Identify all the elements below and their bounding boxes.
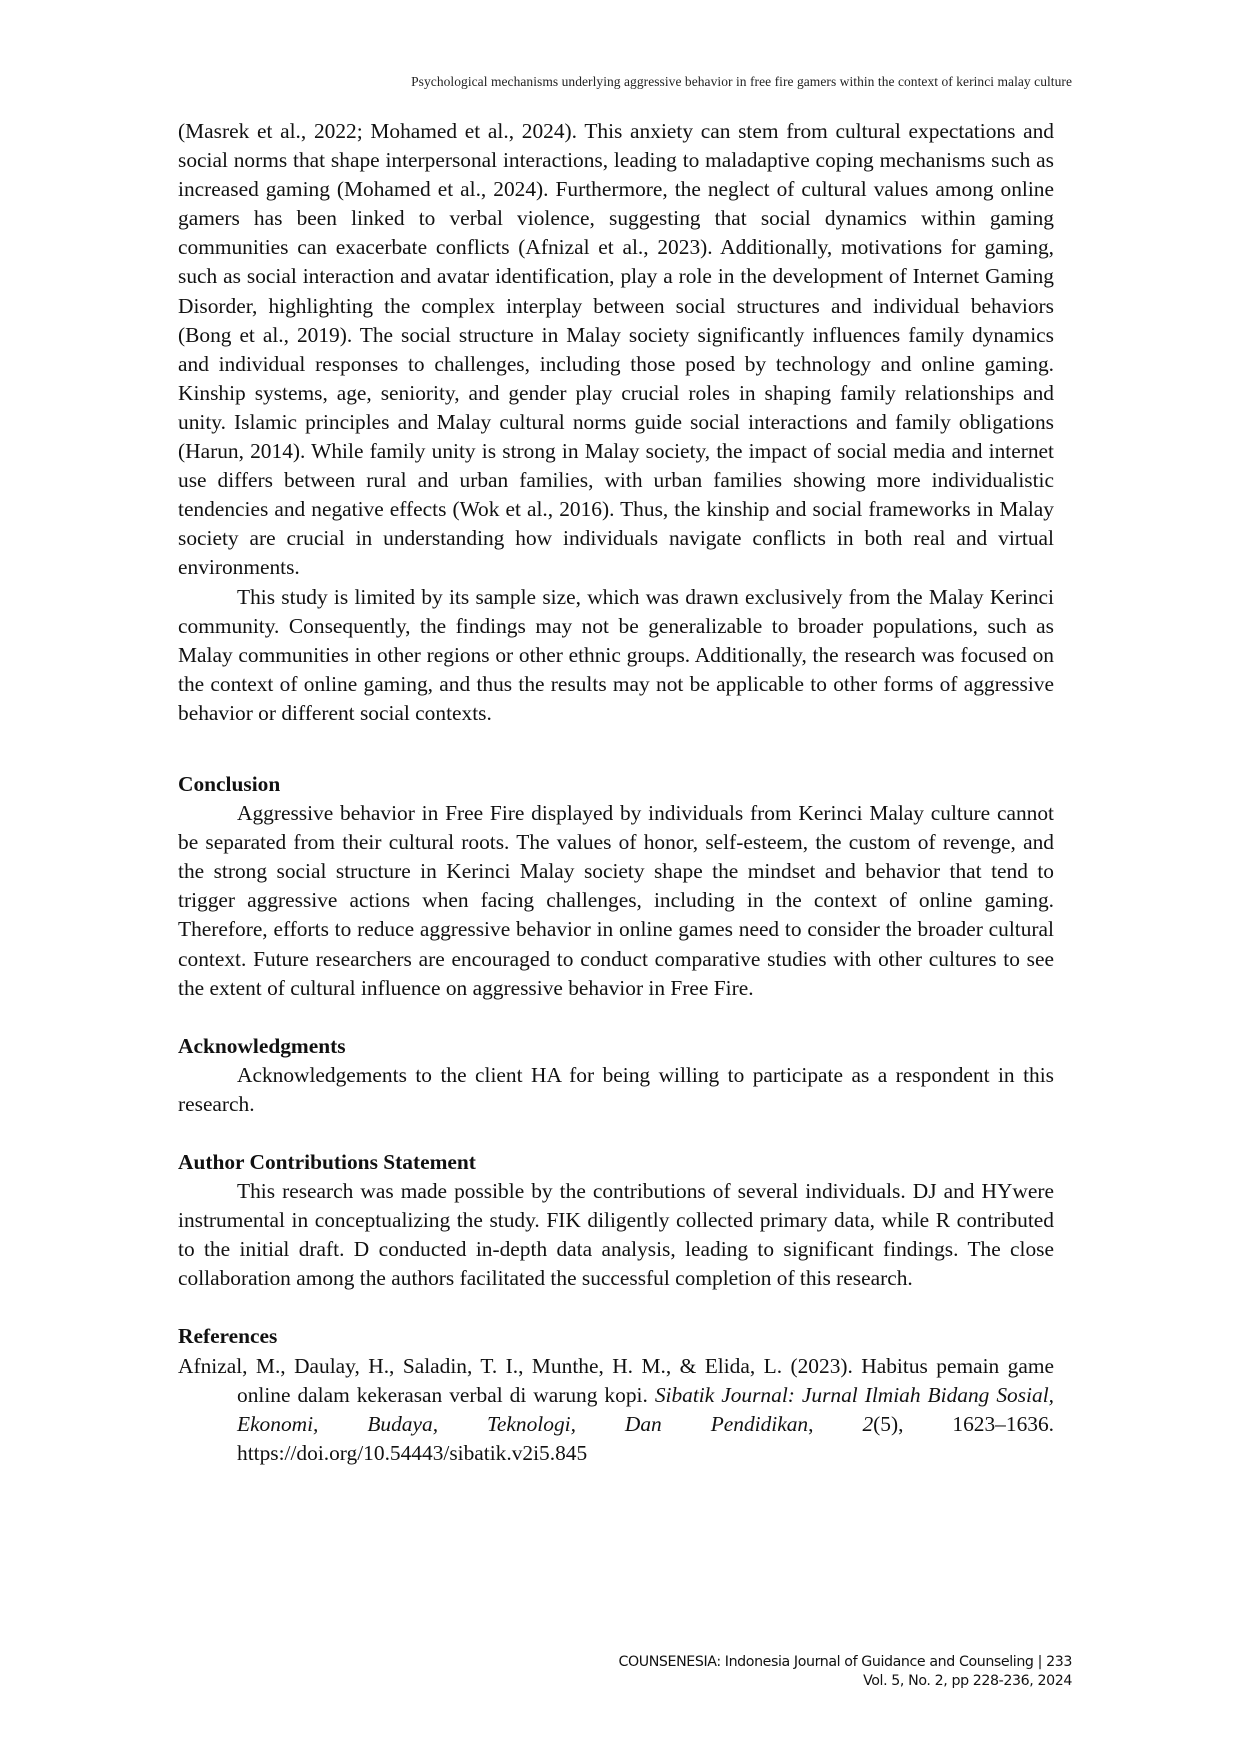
reference-issue-pages: (5), 1623–1636.	[873, 1411, 1054, 1436]
footer-volume-line: Vol. 5, No. 2, pp 228-236, 2024	[863, 1673, 1072, 1689]
running-header: Psychological mechanisms underlying aggressive behavior in free fire gamers within the context of kerinci malay culture	[411, 74, 1072, 89]
acknowledgments-heading: Acknowledgments	[178, 1033, 346, 1058]
limitations-paragraph: This study is limited by its sample size, which was drawn exclusively from the Malay Kerinci community. Consequently, the findings may not be generalizable to broader populations, such as Malay communities in other regions or other ethnic groups. Additionally, the research was focused on the context of online gaming, and thus the results may not be applicable to other forms of aggressive behavior or different social contexts.	[178, 584, 1054, 725]
reference-authors: Afnizal, M., Daulay, H., Saladin, T. I., Munthe, H. M., & Elida, L. (2023). Habitus pemain game online dalam kekerasan verbal di warung kopi.	[178, 1353, 1054, 1407]
discussion-paragraph: (Masrek et al., 2022; Mohamed et al., 2024). This anxiety can stem from cultural expectations and social norms that shape interpersonal interactions, leading to maladaptive coping mechanisms such as increased gaming (Mohamed et al., 2024). Furthermore, the neglect of cultural values among online gamers has been linked to verbal violence, suggesting that social dynamics within gaming communities can exacerbate conflicts (Afnizal et al., 2023). Additionally, motivations for gaming, such as social interaction and avatar identification, play a role in the development of Internet Gaming Disorder, highlighting the complex interplay between social structures and individual behaviors (Bong et al., 2019). The social structure in Malay society significantly influences family dynamics and individual responses to challenges, including those posed by technology and online gaming. Kinship systems, age, seniority, and gender play crucial roles in shaping family relationships and unity. Islamic principles and Malay cultural norms guide social interactions and family obligations (Harun, 2014). While family unity is strong in Malay society, the impact of social media and internet use differs between rural and urban families, with urban families showing more individualistic tendencies and negative effects (Wok et al., 2016). Thus, the kinship and social frameworks in Malay society are crucial in understanding how individuals navigate conflicts in both real and virtual environments.	[178, 119, 1054, 580]
author-contributions-heading: Author Contributions Statement	[178, 1150, 476, 1174]
reference-separator: ,	[808, 1411, 863, 1436]
acknowledgments-paragraph: Acknowledgements to the client HA for being willing to participate as a respondent in this research.	[178, 1062, 1054, 1116]
main-text	[178, 117, 1054, 1468]
conclusion-heading: Conclusion	[178, 771, 281, 796]
reference-journal: Sibatik Journal: Jurnal Ilmiah Bidang Sosial, Ekonomi, Budaya, Teknologi, Dan Pendidikan	[237, 1382, 1054, 1436]
conclusion-paragraph: Aggressive behavior in Free Fire displayed by individuals from Kerinci Malay culture cannot be separated from their cultural roots. The values of honor, self-esteem, the custom of revenge, and the strong social structure in Kerinci Malay society shape the mindset and behavior that tend to trigger aggressive actions when facing challenges, including in the context of online gaming. Therefore, efforts to reduce aggressive behavior in online games need to consider the broader cultural context. Future researchers are encouraged to conduct comparative studies with other cultures to see the extent of cultural influence on aggressive behavior in Free Fire.	[178, 801, 1054, 1000]
references-heading: References	[178, 1324, 278, 1349]
page-footer	[618, 1653, 1072, 1691]
reference-item	[178, 1352, 1054, 1468]
footer-journal-line: COUNSENESIA: Indonesia Journal of Guidance and Counseling | 233	[618, 1654, 1072, 1670]
reference-volume: 2	[862, 1411, 874, 1436]
reference-doi-link[interactable]: https://doi.org/10.54443/sibatik.v2i5.845	[237, 1440, 588, 1465]
author-contributions-paragraph: This research was made possible by the contributions of several individuals. DJ and HYwere instrumental in conceptualizing the study. FIK diligently collected primary data, while R contributed to the initial draft. D conducted in-depth data analysis, leading to significant findings. The close collaboration among the authors facilitated the successful completion of this research.	[178, 1179, 1054, 1291]
